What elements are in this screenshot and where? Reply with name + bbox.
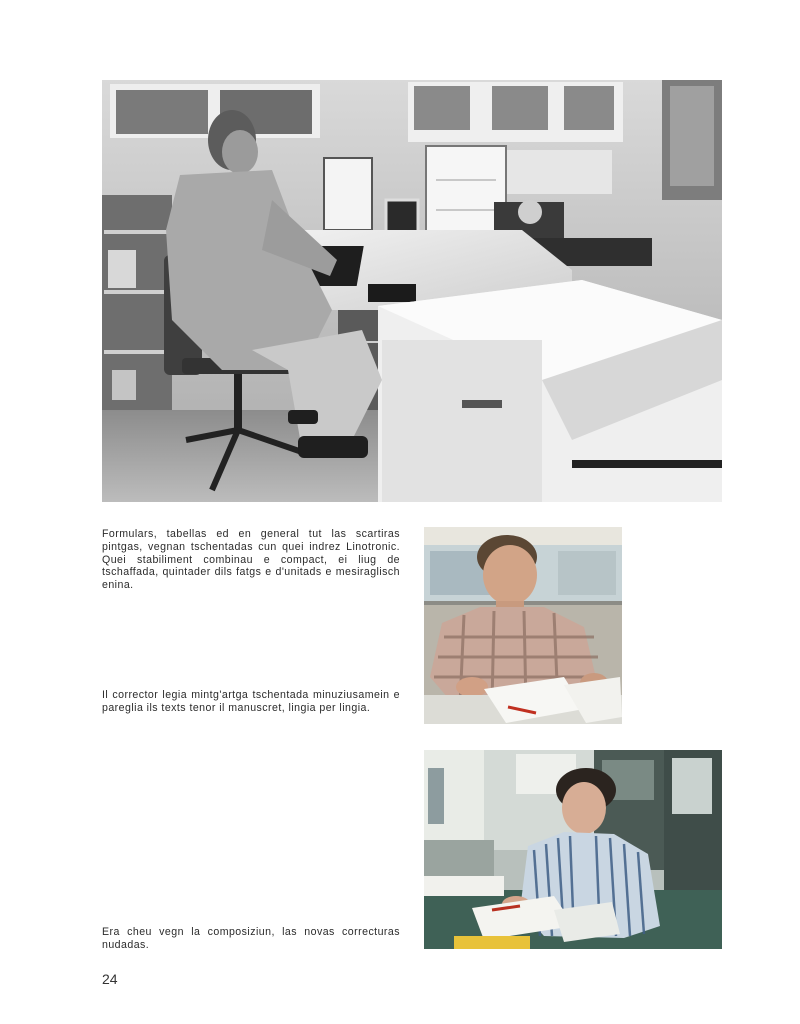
caption-composition: Era cheu vegn la composiziun, las novas correcturas nudadas. — [102, 926, 400, 951]
caption-corrector: Il corrector legia mintg'artga tschentada minuziusamein e pareglia ils texts tenor il manuscret, lingia per lingia. — [102, 689, 400, 714]
photo-corrections — [424, 750, 722, 949]
proofreader-photo-illustration — [424, 527, 622, 724]
photo-linotronic-operator — [102, 80, 722, 502]
linotronic-photo-illustration — [102, 80, 722, 502]
corrections-photo-illustration — [424, 750, 722, 949]
caption-linotronic: Formulars, tabellas ed en general tut las scartiras pintgas, vegnan tschentadas cun quei indrez Linotronic. Quei stabiliment combinau e compact, ei liug de tschaffada, quintader dils fatgs e d'unitads e mesiraglisch enina. — [102, 528, 400, 592]
page-number: 24 — [102, 971, 118, 987]
photo-proofreader — [424, 527, 622, 724]
